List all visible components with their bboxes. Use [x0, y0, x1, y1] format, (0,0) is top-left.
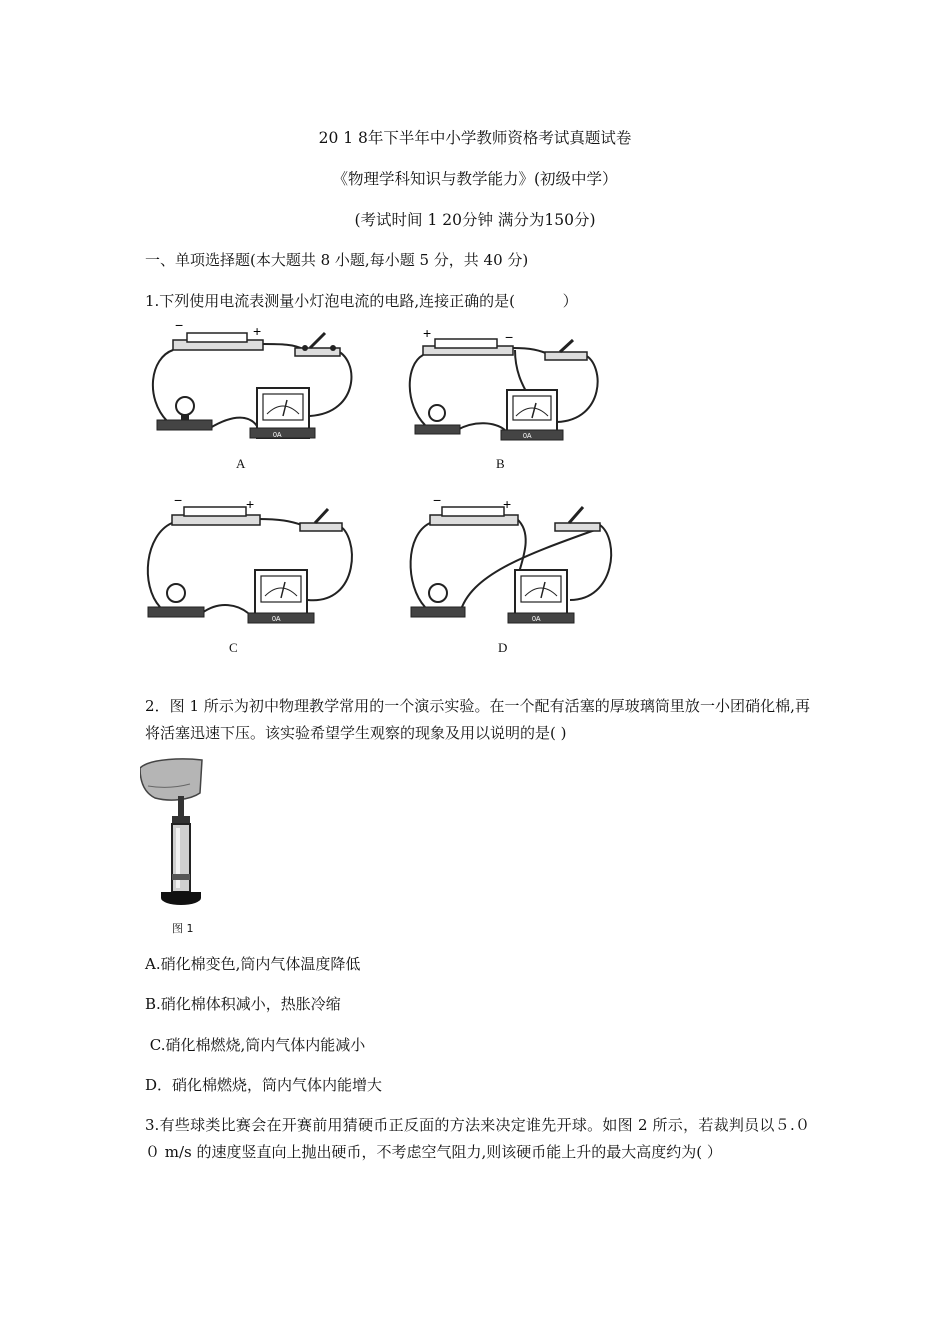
wire — [258, 519, 302, 525]
circuit-figure-c — [140, 495, 370, 635]
polarity-left: − — [433, 495, 442, 508]
polarity-left: − — [174, 495, 183, 508]
lamp-icon — [157, 397, 212, 430]
wire — [153, 350, 173, 421]
question-2-stem: 2．图 1 所示为初中物理教学常用的一个演示实验。在一个配有活塞的厚玻璃筒里放一小团硝化棉,再将活塞迅速下压。该实验希望学生观察的现象及用以说明的是( ) — [145, 697, 810, 742]
base-icon — [161, 891, 201, 905]
figure-label-d: D — [498, 640, 508, 655]
polarity-right: − — [505, 330, 514, 345]
circuit-figure-d — [405, 495, 620, 635]
wire — [308, 525, 352, 600]
exam-subject: 《物理学科知识与教学能力》(初级中学） — [332, 170, 618, 188]
meter-label: 0A — [532, 616, 541, 623]
lamp-icon — [415, 405, 460, 434]
switch-icon — [555, 507, 600, 531]
polarity-right: + — [503, 496, 512, 512]
hand-icon — [140, 759, 202, 800]
figure-label-a: A — [236, 456, 246, 471]
switch-icon — [300, 509, 342, 531]
wire — [210, 418, 257, 428]
switch-icon — [545, 340, 587, 360]
q2-option-c: C.硝化棉燃烧,筒内气体内能减小 — [145, 1036, 366, 1054]
circuit-figure-a — [145, 318, 375, 448]
wire — [457, 423, 505, 430]
fire-syringe-figure — [140, 758, 215, 918]
figure-label-c: C — [229, 640, 238, 655]
q2-option-d: D．硝化棉燃烧，筒内气体内能增大 — [145, 1076, 383, 1094]
ammeter-icon — [501, 390, 563, 440]
exam-title: 20 1 8年下半年中小学教师资格考试真题试卷 — [318, 129, 632, 147]
polarity-right: + — [253, 323, 262, 339]
lamp-icon — [148, 584, 204, 617]
meter-label: 0A — [523, 433, 532, 440]
wire — [310, 350, 351, 416]
question-3-stem: 3.有些球类比赛会在开赛前用猜硬币正反面的方法来决定谁先开球。如图 2 所示，若裁判员以５.００ m/s 的速度竖直向上抛出硬币，不考虑空气阻力,则该硬币能上升的最大高度约为( ） — [145, 1116, 810, 1161]
battery-holder-icon — [423, 339, 513, 355]
polarity-left: + — [423, 330, 432, 341]
circuit-figure-b — [405, 330, 615, 448]
meter-label: 0A — [273, 432, 282, 439]
ammeter-icon — [508, 570, 574, 623]
figure-label-b: B — [496, 456, 505, 471]
figure-1-caption: 图 1 — [172, 922, 194, 935]
ammeter-icon — [248, 570, 314, 623]
switch-icon — [295, 333, 340, 356]
battery-holder-icon — [173, 333, 263, 350]
q2-option-a: A.硝化棉变色,筒内气体温度降低 — [145, 955, 361, 973]
wire — [557, 355, 598, 422]
polarity-left: − — [175, 318, 184, 333]
question-1-stem: 1.下列使用电流表测量小灯泡电流的电路,连接正确的是( ） — [145, 292, 578, 310]
wire — [202, 605, 248, 613]
q2-option-b: B.硝化棉体积减小，热胀冷缩 — [145, 995, 341, 1013]
exam-info: (考试时间 1 20分钟 满分为150分) — [354, 211, 596, 229]
polarity-right: + — [246, 496, 255, 512]
wire — [411, 523, 430, 607]
glass-tube-icon — [172, 824, 190, 892]
meter-label: 0A — [272, 616, 281, 623]
wire — [410, 355, 425, 425]
section-heading: 一、单项选择题(本大题共 8 小题,每小题 5 分，共 40 分) — [145, 251, 529, 269]
ammeter-icon — [250, 388, 315, 438]
